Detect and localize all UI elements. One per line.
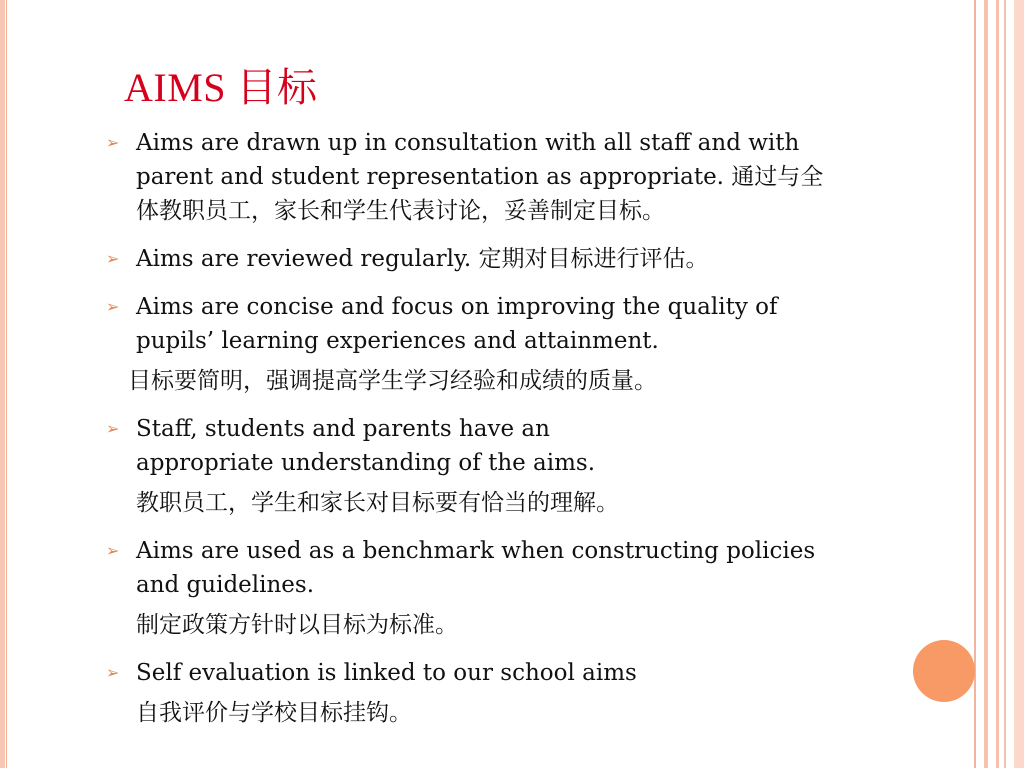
item-text-line: Aims are concise and focus on improving the quality of (136, 294, 778, 320)
arrow-bullet-icon: ➢ (106, 541, 120, 560)
chinese-summary-line: 目标要简明，强调提高学生学习经验和成绩的质量。 (128, 368, 657, 394)
bullet-item (104, 412, 914, 520)
item-chinese-line: 教职员工，学生和家长对目标要有恰当的理解。 (136, 490, 619, 516)
item-text-line: appropriate understanding of the aims. (136, 450, 596, 476)
item-text-line: Aims are reviewed regularly. 定期对目标进行评估。 (136, 246, 709, 272)
stripe (1004, 0, 1006, 768)
arrow-bullet-icon: ➢ (106, 297, 120, 316)
stripe (996, 0, 999, 768)
item-text-line: 体教职员工，家长和学生代表讨论，妥善制定目标。 (136, 198, 665, 224)
bullet-item (104, 290, 914, 358)
right-stripes-decoration (974, 0, 1024, 768)
stripe (1014, 0, 1024, 768)
item-text-line: parent and student representation as appropriate. 通过与全 (136, 164, 824, 190)
arrow-bullet-icon: ➢ (106, 249, 120, 268)
arrow-bullet-icon: ➢ (106, 133, 120, 152)
item-text-line: Aims are used as a benchmark when constructing policies (136, 538, 816, 564)
item-text-line: pupils’ learning experiences and attainment. (136, 328, 659, 354)
bullet-item (104, 242, 914, 276)
slide-content (104, 126, 914, 744)
item-text-line: Aims are drawn up in consultation with all staff and with (136, 130, 800, 156)
bullet-item (104, 656, 914, 730)
item-chinese-line: 制定政策方针时以目标为标准。 (136, 612, 458, 638)
bullet-item (104, 534, 914, 642)
arrow-bullet-icon: ➢ (106, 419, 120, 438)
item-chinese-line: 自我评价与学校目标挂钩。 (136, 700, 412, 726)
item-text-line: and guidelines. (136, 572, 315, 598)
left-border-decoration (0, 0, 5, 768)
accent-circle-decoration (913, 640, 975, 702)
stripe (984, 0, 988, 768)
stripe (974, 0, 976, 768)
item-text-line: Self evaluation is linked to our school aims (136, 660, 637, 686)
bullet-item (104, 126, 914, 228)
slide-title: AIMS 目标 (124, 65, 318, 110)
item-text-line: Staff, students and parents have an (136, 416, 550, 442)
arrow-bullet-icon: ➢ (106, 663, 120, 682)
